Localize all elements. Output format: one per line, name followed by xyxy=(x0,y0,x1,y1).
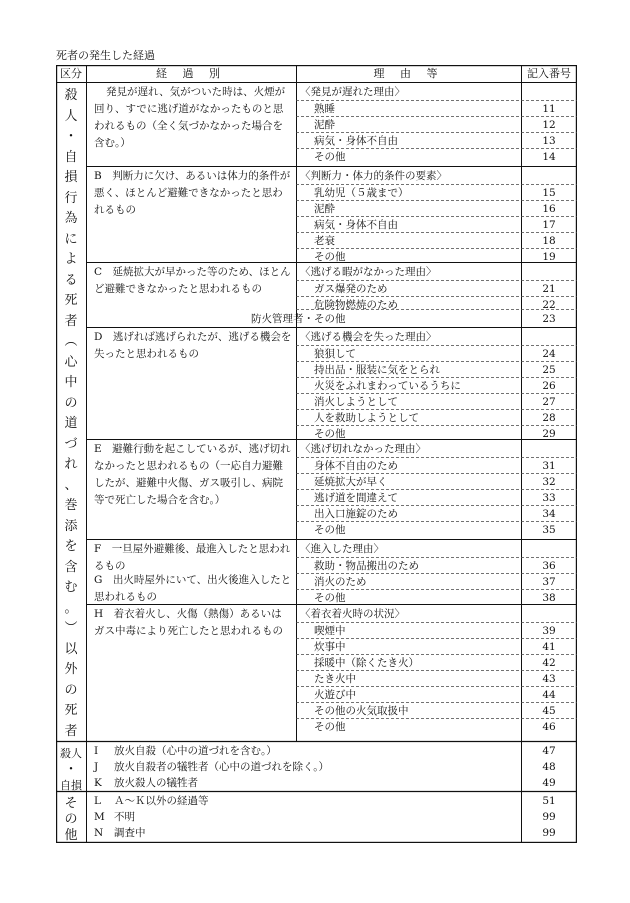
group-d-desc: D 逃げれば逃げられたが、逃げる機会を失ったと思われるもの xyxy=(94,331,292,360)
number-39: 39 xyxy=(542,625,556,637)
lower-number-i: 47 xyxy=(542,745,556,757)
number-35: 35 xyxy=(542,524,556,536)
lower-number-l: 51 xyxy=(542,795,556,807)
lower-number-j: 48 xyxy=(542,761,556,773)
category-char: 添 xyxy=(64,518,78,534)
reason-row-11: 熟睡 xyxy=(314,103,335,115)
category-char: 者 xyxy=(64,313,78,329)
category-char: づ xyxy=(64,436,78,452)
reason-row-35: その他 xyxy=(314,524,346,536)
lower-code-l: L xyxy=(94,795,101,807)
reason-header-c: 〈逃げる暇がなかった理由〉 xyxy=(300,266,437,278)
number-45: 45 xyxy=(542,705,556,717)
reason-row-25: 持出品・服装に気をとられ xyxy=(314,364,440,376)
reason-row-22: 危険物燃焼のため xyxy=(314,299,398,311)
reason-row-24: 狼狽して xyxy=(314,348,356,360)
reason-header-h: 〈着衣着火時の状況〉 xyxy=(300,608,405,620)
category-char: 死 xyxy=(64,293,78,308)
category-char: む xyxy=(64,580,78,595)
number-41: 41 xyxy=(542,641,556,653)
category-char: ・ xyxy=(64,129,78,144)
number-42: 42 xyxy=(542,657,556,669)
reason-row-16: 泥酔 xyxy=(314,203,335,215)
header-reason: 理 由 等 xyxy=(373,67,444,80)
lower-text-m: 不明 xyxy=(114,811,135,823)
number-11: 11 xyxy=(542,103,556,115)
reason-row-26: 火災をふれまわっているうちに xyxy=(314,380,461,392)
reason-header-e: 〈逃げ切れなかった理由〉 xyxy=(300,443,426,455)
reason-row-27: 消火しようとして xyxy=(314,396,398,408)
number-17: 17 xyxy=(542,219,556,231)
category-char: 。 xyxy=(64,600,78,616)
number-32: 32 xyxy=(542,476,556,488)
number-13: 13 xyxy=(542,135,556,147)
number-37: 37 xyxy=(542,576,556,588)
number-29: 29 xyxy=(542,428,556,440)
category-char: の xyxy=(64,395,78,411)
reason-row-31: 身体不自由のため xyxy=(314,460,398,472)
category-char: 外 xyxy=(64,662,78,677)
reason-row-15: 乳幼児（５歳まで） xyxy=(314,187,409,199)
reason-row-18: 老衰 xyxy=(314,235,335,247)
category-char: 為 xyxy=(64,211,78,226)
category-char: 以 xyxy=(64,641,78,657)
lower-code-k: K xyxy=(94,777,102,789)
category-char: 他 xyxy=(64,828,78,843)
category-char: ・ xyxy=(64,762,78,777)
reason-row-36: 救助・物品搬出のため xyxy=(314,560,419,572)
category-char: 死 xyxy=(64,703,78,718)
lower-number-m: 99 xyxy=(542,811,556,823)
lower-text-n: 調査中 xyxy=(114,827,146,839)
group-a-desc: 発見が遅れ、気がついた時は、火煙が回り、すでに逃げ道がなかったものと思われるもの（全く気づかなかった場合を含む。） xyxy=(94,86,286,149)
header-category: 区分 xyxy=(60,67,82,80)
reason-row-46: その他 xyxy=(314,721,346,733)
reason-row-44: 火遊び中 xyxy=(314,689,356,701)
lower-number-k: 49 xyxy=(542,777,556,789)
reason-row-23: 防火管理者・その他 xyxy=(251,313,346,325)
reason-row-19: その他 xyxy=(314,251,346,263)
category-char: る xyxy=(64,272,78,288)
reason-row-13: 病気・身体不自由 xyxy=(314,135,398,147)
category-char: の xyxy=(64,682,78,698)
category-char: 心 xyxy=(64,354,78,370)
category-char: 損 xyxy=(64,170,78,185)
reason-row-14: その他 xyxy=(314,151,346,163)
lower-code-m: M xyxy=(94,811,105,823)
number-43: 43 xyxy=(542,673,556,685)
category-char: を xyxy=(64,539,78,554)
number-23: 23 xyxy=(542,313,556,325)
lower-code-n: N xyxy=(94,827,104,839)
category-char: ︵ xyxy=(64,334,78,349)
number-12: 12 xyxy=(542,119,556,131)
reason-row-32: 延焼拡大が早く xyxy=(314,476,388,488)
reason-row-42: 採暖中（除くたき火） xyxy=(314,657,419,669)
reason-row-33: 逃げ道を間違えて xyxy=(314,492,398,504)
reason-row-12: 泥酔 xyxy=(314,119,335,131)
reason-header-a: 〈発見が遅れた理由〉 xyxy=(300,86,405,98)
header-number: 記入番号 xyxy=(527,67,571,80)
lower-code-j: J xyxy=(94,761,99,773)
number-19: 19 xyxy=(542,251,556,263)
table-caption: 死者の発生した経過 xyxy=(56,49,155,62)
number-28: 28 xyxy=(542,412,556,424)
reason-row-39: 喫煙中 xyxy=(314,625,346,637)
number-24: 24 xyxy=(542,348,556,360)
reason-row-41: 炊事中 xyxy=(314,641,346,653)
reason-row-29: その他 xyxy=(314,428,346,440)
number-36: 36 xyxy=(542,560,556,572)
category-char: 巻 xyxy=(64,498,78,513)
category-char: 殺人 xyxy=(60,747,82,760)
number-16: 16 xyxy=(542,203,556,215)
reason-row-43: たき火中 xyxy=(314,673,356,685)
category-char: 、 xyxy=(64,477,78,493)
reason-row-28: 人を救助しようとして xyxy=(314,412,419,424)
category-char: 中 xyxy=(64,375,78,390)
lower-text-j: 放火自殺者の犠牲者（心中の道づれを除く。） xyxy=(114,761,330,773)
category-char: よ xyxy=(64,252,78,267)
number-22: 22 xyxy=(542,299,556,311)
lower-number-n: 99 xyxy=(542,827,556,839)
reason-row-37: 消火のため xyxy=(314,576,367,588)
death-course-table xyxy=(56,65,577,843)
group-h-desc: H 着衣着火し、火傷（熱傷）あるいはガス中毒により死亡したと思われるもの xyxy=(94,608,283,637)
number-26: 26 xyxy=(542,380,556,392)
category-char: 殺 xyxy=(64,88,78,103)
reason-row-38: その他 xyxy=(314,592,346,604)
number-38: 38 xyxy=(542,592,556,604)
category-char: ︶ xyxy=(64,621,78,636)
category-char: れ xyxy=(64,457,78,472)
number-31: 31 xyxy=(542,460,556,472)
number-21: 21 xyxy=(542,283,556,295)
number-15: 15 xyxy=(542,187,556,199)
number-44: 44 xyxy=(542,689,556,701)
reason-row-45: その他の火気取扱中 xyxy=(314,705,409,717)
group-c-desc: C 延焼拡大が早かった等のため、ほとんど避難できなかったと思われるもの xyxy=(94,266,291,295)
category-char: 道 xyxy=(64,416,78,431)
number-46: 46 xyxy=(542,721,556,733)
reason-header-b: 〈判断力・体力的条件の要素〉 xyxy=(300,170,447,182)
number-33: 33 xyxy=(542,492,556,504)
category-char: 者 xyxy=(64,723,78,739)
reason-row-34: 出入口施錠のため xyxy=(314,508,398,520)
category-char: 含 xyxy=(64,559,78,575)
reason-header-d: 〈逃げる機会を失った理由〉 xyxy=(300,331,437,343)
group-g-desc: G 出火時屋外にいて、出火後進入したと思われるもの xyxy=(94,574,292,603)
number-18: 18 xyxy=(542,235,556,247)
header-course: 経 過 別 xyxy=(156,67,226,80)
reason-row-21: ガス爆発のため xyxy=(314,283,388,295)
category-char: 人 xyxy=(64,108,78,124)
category-char: そ xyxy=(64,796,78,811)
group-f-desc: F 一旦屋外避難後、最進入したと思われるもの xyxy=(94,543,291,572)
category-char: 行 xyxy=(64,190,78,206)
lower-text-i: 放火自殺（心中の道づれを含む。） xyxy=(114,745,277,757)
category-char: 自 xyxy=(64,149,78,165)
number-27: 27 xyxy=(542,396,556,408)
number-34: 34 xyxy=(542,508,556,520)
reason-header-fg: 〈進入した理由〉 xyxy=(300,543,384,555)
lower-code-i: I xyxy=(94,745,99,757)
group-b-desc: B 判断力に欠け、あるいは体力的条件が悪く、ほとんど避難できなかったと思われるもの xyxy=(94,170,291,216)
category-char: の xyxy=(64,812,78,827)
reason-row-17: 病気・身体不自由 xyxy=(314,219,398,231)
group-e-desc: E 避難行動を起こしているが、逃げ切れなかったと思われるもの（一応自力避難したが、避難中火傷、ガス吸引し、病院等で死亡した場合を含む。） xyxy=(94,443,291,506)
number-14: 14 xyxy=(542,151,556,163)
category-char: に xyxy=(64,231,78,247)
lower-text-l: Ａ～Ｋ以外の経過等 xyxy=(114,795,209,807)
lower-text-k: 放火殺人の犠牲者 xyxy=(114,777,198,789)
number-25: 25 xyxy=(542,364,556,376)
category-char: 自損 xyxy=(60,779,82,792)
